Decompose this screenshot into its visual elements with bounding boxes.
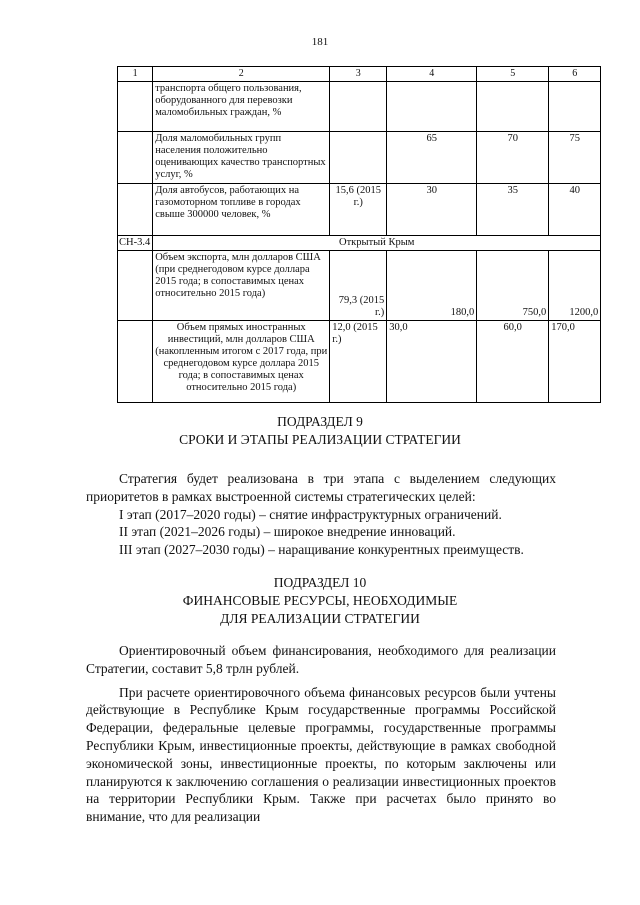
value-cell: 65 xyxy=(387,132,477,184)
subsection-10-body xyxy=(86,642,556,826)
table-row xyxy=(118,82,601,132)
value-cell: 60,0 xyxy=(477,321,549,403)
base-value-cell: 15,6 (2015 г.) xyxy=(330,184,387,236)
indicator-name-cell: Доля маломобильных групп населения положительно оценивающих качество транспортных услуг, % xyxy=(153,132,330,184)
code-cell xyxy=(118,251,153,321)
table-header-cell: 1 xyxy=(118,67,153,82)
subsection-9-heading xyxy=(0,413,640,449)
base-value-cell: 79,3 (2015 г.) xyxy=(330,251,387,321)
table-row xyxy=(118,251,601,321)
value-cell xyxy=(477,82,549,132)
subsection-9-label: ПОДРАЗДЕЛ 9 xyxy=(277,414,363,429)
table-row xyxy=(118,184,601,236)
page-number: 181 xyxy=(311,36,329,48)
base-value-cell xyxy=(330,132,387,184)
value-cell: 750,0 xyxy=(477,251,549,321)
subsection-9-title: СРОКИ И ЭТАПЫ РЕАЛИЗАЦИИ СТРАТЕГИИ xyxy=(179,432,461,447)
value-cell: 70 xyxy=(477,132,549,184)
value-cell: 170,0 xyxy=(549,321,601,403)
table-header-cell: 6 xyxy=(549,67,601,82)
stage-item: II этап (2021–2026 годы) – широкое внедрение инноваций. xyxy=(119,524,456,540)
stage-item: I этап (2017–2020 годы) – снятие инфраструктурных ограничений. xyxy=(119,506,502,522)
financing-paragraph: Ориентировочный объем финансирования, необходимого для реализации Стратегии, составит 5,8 трлн рублей. xyxy=(86,643,556,676)
strategy-intro: Стратегия будет реализована в три этапа с выделением следующих приоритетов в рамках выстроенной системы стратегических целей: xyxy=(86,471,556,504)
value-cell: 75 xyxy=(549,132,601,184)
table-header-cell: 4 xyxy=(387,67,477,82)
subsection-9-body xyxy=(86,470,556,559)
indicator-name-cell: Доля автобусов, работающих на газомоторном топливе в городах свыше 300000 человек, % xyxy=(153,184,330,236)
stage-item: III этап (2027–2030 годы) – наращивание конкурентных преимуществ. xyxy=(119,542,524,558)
code-cell: СН-3.4 xyxy=(118,236,153,251)
table-header-cell: 2 xyxy=(153,67,330,82)
indicator-name-cell: Объем экспорта, млн долларов США (при среднегодовом курсе доллара 2015 года; в сопоставимых ценах относительно 2015 года) xyxy=(153,251,330,321)
value-cell xyxy=(387,82,477,132)
value-cell: 30 xyxy=(387,184,477,236)
subsection-10-title: ДЛЯ РЕАЛИЗАЦИИ СТРАТЕГИИ xyxy=(220,611,420,626)
section-title-cell: Открытый Крым xyxy=(153,236,601,251)
table-header-cell: 5 xyxy=(477,67,549,82)
code-cell xyxy=(118,321,153,403)
value-cell: 1200,0 xyxy=(549,251,601,321)
value-cell xyxy=(549,82,601,132)
value-cell: 35 xyxy=(477,184,549,236)
table-header-row xyxy=(118,67,601,82)
base-value-cell: 12,0 (2015 г.) xyxy=(330,321,387,403)
value-cell: 180,0 xyxy=(387,251,477,321)
subsection-10-label: ПОДРАЗДЕЛ 10 xyxy=(273,575,367,590)
table-section-row xyxy=(118,236,601,251)
indicator-name-cell: Объем прямых иностранных инвестиций, млн долларов США (накопленным итогом с 2017 года, при среднегодовом курсе доллара 2015 года; в сопоставимых ценах относительно 2015 года) xyxy=(153,321,330,403)
value-cell: 30,0 xyxy=(387,321,477,403)
code-cell xyxy=(118,82,153,132)
subsection-10-heading xyxy=(0,574,640,628)
table-header-cell: 3 xyxy=(330,67,387,82)
base-value-cell xyxy=(330,82,387,132)
subsection-10-title: ФИНАНСОВЫЕ РЕСУРСЫ, НЕОБХОДИМЫЕ xyxy=(182,593,458,608)
code-cell xyxy=(118,132,153,184)
table-row xyxy=(118,132,601,184)
calculation-paragraph: При расчете ориентировочного объема финансовых ресурсов были учтены действующие в Республике Крым государственные программы Российской Федерации, федеральные целевые программы, государственные программы Республики Крым, инвестиционные проекты, действующие в рамках свободной экономической зоны, инвестиционные проекты, по которым заключены или планируются к заключению соглашения о реализации инвестиционных проектов на территории Республики Крым. Также при расчетах было принято во внимание, что для реализации xyxy=(86,684,556,825)
code-cell xyxy=(118,184,153,236)
table-row xyxy=(118,321,601,403)
value-cell: 40 xyxy=(549,184,601,236)
indicator-name-cell: транспорта общего пользования, оборудованного для перевозки маломобильных граждан, % xyxy=(153,82,330,132)
indicators-table xyxy=(117,66,601,403)
